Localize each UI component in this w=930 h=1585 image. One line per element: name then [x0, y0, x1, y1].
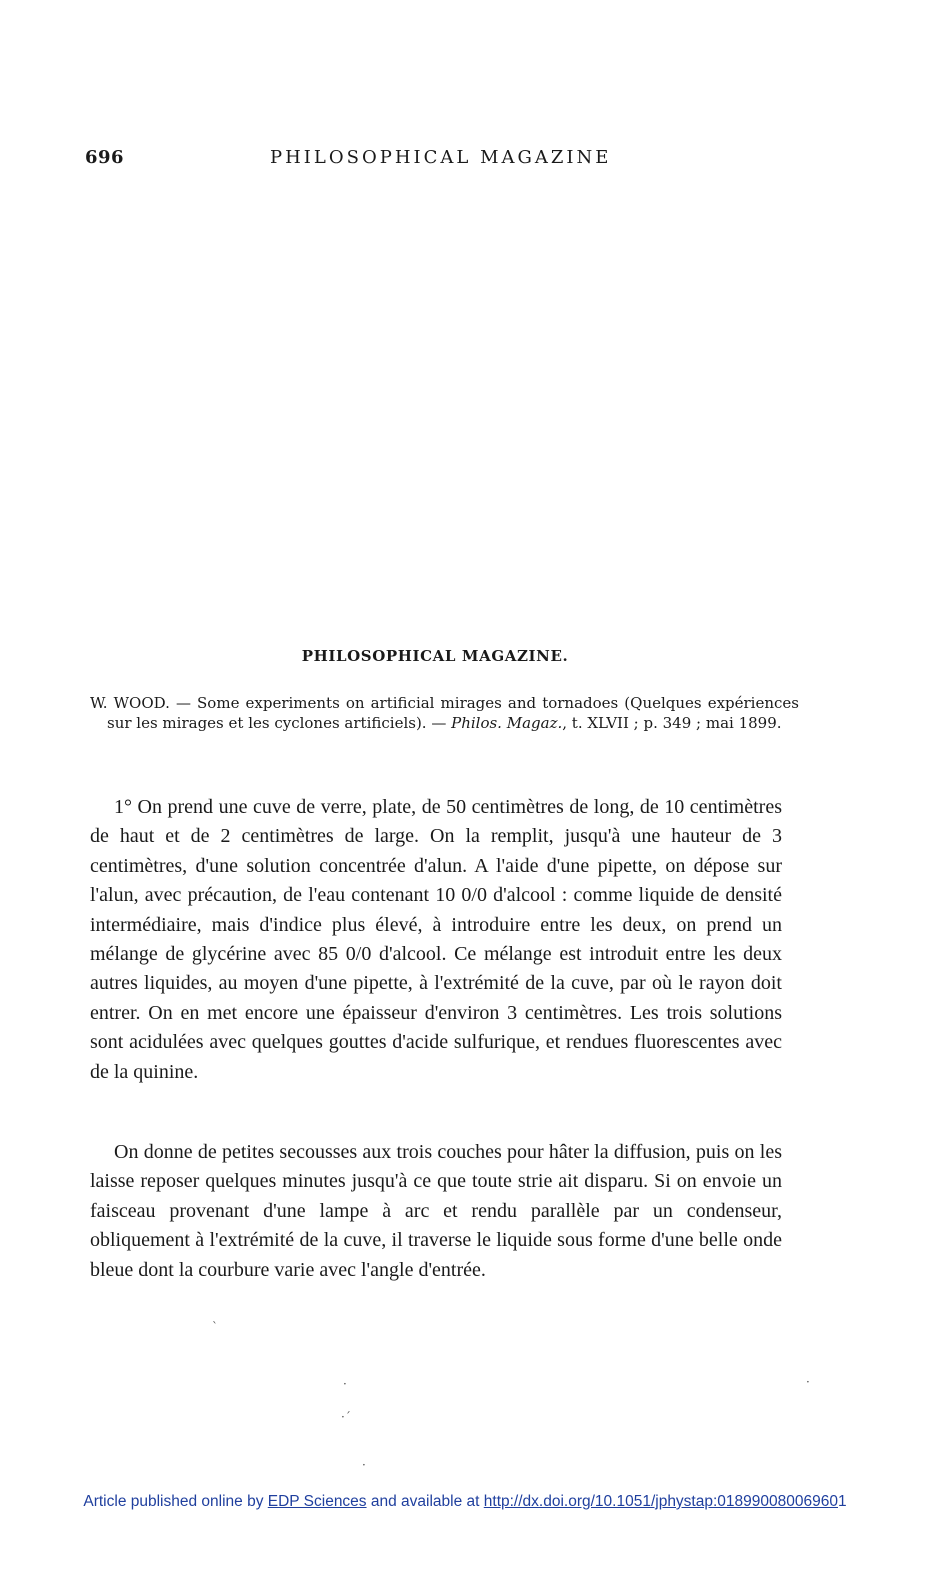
- reference-author-title: W. WOOD. — Some experiments on artificial mirages and tornadoes (Quelques expériences sur les mirages et les cyclones artificiels). —: [90, 694, 799, 732]
- reference-journal: Philos. Magaz.: [451, 714, 563, 732]
- footer-suffix: 1: [837, 1493, 847, 1510]
- doi-link[interactable]: http://dx.doi.org/10.1051/jphystap:01899008006960: [483, 1493, 838, 1510]
- section-title: PHILOSOPHICAL MAGAZINE.: [301, 647, 569, 665]
- scan-speck: ˋ: [212, 1320, 218, 1334]
- footer-prefix: Article published online by: [83, 1493, 268, 1510]
- bibliographic-reference: [90, 693, 799, 733]
- body-paragraph: 1° On prend une cuve de verre, plate, de 50 centimètres de long, de 10 centimètres de haut et de 2 centimètres de large. On la remplit, jusqu'à une hauteur de 3 centimètres, d'une solution concentrée d'alun. A l'aide d'une pipette, on dépose sur l'alun, avec précaution, de l'eau contenant 10 0/0 d'alcool : comme liquide de densité intermédiaire, mais d'indice plus élevé, à introduire entre les deux, on prend un mélange de glycérine avec 85 0/0 d'alcool. Ce mélange est introduit entre les deux autres liquides, au moyen d'une pipette, à l'extrémité de la cuve, par où le rayon doit entrer. On en met encore une épaisseur d'environ 3 centimètres. Les trois solutions sont acidulées avec quelques gouttes d'acide sulfurique, et rendues fluorescentes avec de la quinine.: [90, 796, 782, 1083]
- edp-sciences-link[interactable]: EDP Sciences: [267, 1493, 367, 1510]
- footer-middle: and available at: [366, 1493, 484, 1510]
- scan-speck: ·ˊ: [341, 1410, 351, 1424]
- scan-speck: ·: [343, 1377, 347, 1391]
- scan-speck: ·: [362, 1458, 366, 1472]
- reference-volume-date: , t. XLVII ; p. 349 ; mai 1899.: [562, 714, 782, 732]
- publication-footer: [0, 1493, 930, 1511]
- scan-speck: ·: [806, 1375, 810, 1389]
- body-paragraph: On donne de petites secousses aux trois couches pour hâter la diffusion, puis on les laisse reposer quelques minutes jusqu'à ce que toute strie ait disparu. Si on envoie un faisceau provenant d'une lampe à arc et rendu parallèle par un condenseur, obliquement à l'extrémité de la cuve, il traverse le liquide sous forme d'une belle onde bleue dont la courbure varie avec l'angle d'entrée.: [90, 1141, 782, 1281]
- running-head: PHILOSOPHICAL MAGAZINE: [270, 147, 612, 168]
- page-number: 696: [85, 147, 125, 168]
